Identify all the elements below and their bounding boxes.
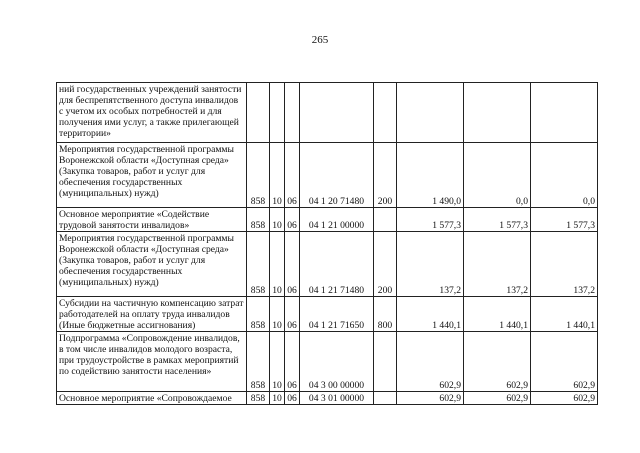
csr-cell: 04 1 21 00000 — [300, 208, 374, 232]
rz-cell: 10 — [270, 208, 285, 232]
amount-year2-cell: 1 440,1 — [464, 297, 531, 332]
row-name-cell: Субсидии на частичную компенсацию затрат работодателей на оплату труда инвалидов (Иные бюджетные ассигнования) — [57, 297, 247, 332]
row-name-cell: Мероприятия государственной программы Воронежской области «Доступная среда» (Закупка товаров, работ и услуг для обеспечения государственных (муниципальных) нужд) — [57, 232, 247, 297]
amount-year1-cell: 1 577,3 — [397, 208, 464, 232]
vr-cell — [374, 392, 397, 405]
csr-cell: 04 3 00 00000 — [300, 332, 374, 392]
csr-cell: 04 1 21 71650 — [300, 297, 374, 332]
amount-year2-cell: 602,9 — [464, 392, 531, 405]
ved-cell: 858 — [247, 392, 270, 405]
ved-cell — [247, 83, 270, 143]
vr-cell: 200 — [374, 143, 397, 208]
pr-cell: 06 — [285, 143, 300, 208]
row-name-cell: Основное мероприятие «Содействие трудовой занятости инвалидов» — [57, 208, 247, 232]
amount-year3-cell: 1 577,3 — [531, 208, 598, 232]
table-row — [57, 83, 598, 143]
rz-cell: 10 — [270, 143, 285, 208]
amount-year1-cell — [397, 83, 464, 143]
amount-year1-cell: 1 490,0 — [397, 143, 464, 208]
pr-cell: 06 — [285, 392, 300, 405]
amount-year1-cell: 602,9 — [397, 392, 464, 405]
pr-cell — [285, 83, 300, 143]
row-name-cell: Мероприятия государственной программы Воронежской области «Доступная среда» (Закупка товаров, работ и услуг для обеспечения государственных (муниципальных) нужд) — [57, 143, 247, 208]
row-name-cell: Подпрограмма «Сопровождение инвалидов, в том числе инвалидов молодого возраста, при трудоустройстве в рамках мероприятий по содействию занятости населения» — [57, 332, 247, 392]
amount-year2-cell: 0,0 — [464, 143, 531, 208]
table-row — [57, 143, 598, 208]
csr-cell: 04 1 20 71480 — [300, 143, 374, 208]
rz-cell: 10 — [270, 232, 285, 297]
amount-year2-cell: 137,2 — [464, 232, 531, 297]
csr-cell: 04 3 01 00000 — [300, 392, 374, 405]
ved-cell: 858 — [247, 297, 270, 332]
rz-cell: 10 — [270, 332, 285, 392]
table-row — [57, 392, 598, 405]
page-number: 265 — [311, 34, 329, 46]
table-row — [57, 332, 598, 392]
amount-year3-cell: 602,9 — [531, 392, 598, 405]
vr-cell: 800 — [374, 297, 397, 332]
budget-table — [56, 82, 598, 405]
rz-cell: 10 — [270, 392, 285, 405]
amount-year2-cell — [464, 83, 531, 143]
vr-cell — [374, 83, 397, 143]
amount-year3-cell: 602,9 — [531, 332, 598, 392]
rz-cell — [270, 83, 285, 143]
table-row — [57, 208, 598, 232]
pr-cell: 06 — [285, 297, 300, 332]
ved-cell: 858 — [247, 208, 270, 232]
amount-year3-cell — [531, 83, 598, 143]
amount-year3-cell: 1 440,1 — [531, 297, 598, 332]
amount-year3-cell: 0,0 — [531, 143, 598, 208]
pr-cell: 06 — [285, 232, 300, 297]
amount-year1-cell: 137,2 — [397, 232, 464, 297]
amount-year1-cell: 1 440,1 — [397, 297, 464, 332]
pr-cell: 06 — [285, 208, 300, 232]
vr-cell — [374, 332, 397, 392]
ved-cell: 858 — [247, 232, 270, 297]
amount-year2-cell: 1 577,3 — [464, 208, 531, 232]
ved-cell: 858 — [247, 332, 270, 392]
table-row — [57, 297, 598, 332]
csr-cell — [300, 83, 374, 143]
amount-year2-cell: 602,9 — [464, 332, 531, 392]
pr-cell: 06 — [285, 332, 300, 392]
amount-year3-cell: 137,2 — [531, 232, 598, 297]
amount-year1-cell: 602,9 — [397, 332, 464, 392]
ved-cell: 858 — [247, 143, 270, 208]
vr-cell: 200 — [374, 232, 397, 297]
vr-cell — [374, 208, 397, 232]
row-name-cell: Основное мероприятие «Сопровождаемое — [57, 392, 247, 405]
row-name-cell: ний государственных учреждений занятости для беспрепятственного доступа инвалидов с учетом их особых потребностей и для получения ими услуг, а также прилегающей территории» — [57, 83, 247, 143]
rz-cell: 10 — [270, 297, 285, 332]
table-row — [57, 232, 598, 297]
csr-cell: 04 1 21 71480 — [300, 232, 374, 297]
